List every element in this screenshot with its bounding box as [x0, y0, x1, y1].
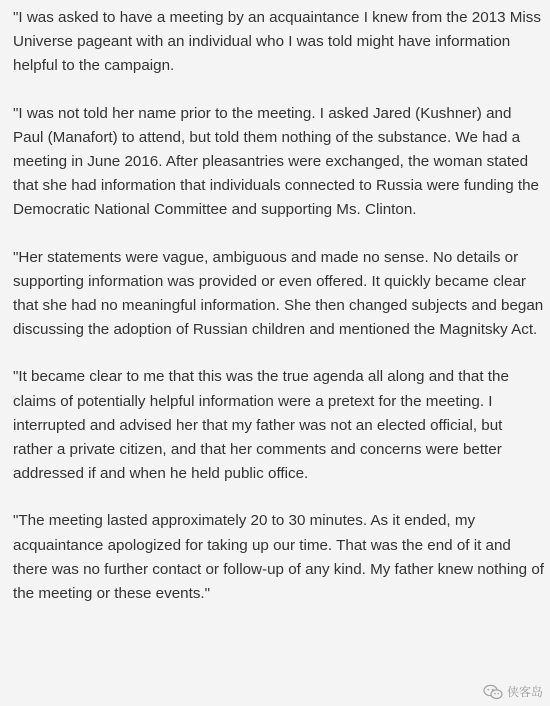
paragraph-4: "It became clear to me that this was the true agenda all along and that the claims of potentially helpful information were a pretext for the meeting. I interrupted and advised her that my father was not an elected official, but rather a private citizen, and that her comments and concerns were better addressed if and when he held public office.: [13, 368, 509, 483]
paragraph-5: "The meeting lasted approximately 20 to 30 minutes. As it ended, my acquaintance apologized for taking up our time. That was the end of it and there was no further contact or follow-up of any kind. My father knew nothing of the meeting or these events.": [13, 512, 544, 603]
paragraph-2: "I was not told her name prior to the meeting. I asked Jared (Kushner) and Paul (Manafort) to attend, but told them nothing of the substance. We had a meeting in June 2016. After pleasantries were exchanged, the woman stated that she had information that individuals connected to Russia were funding the Democratic National Committee and supporting Ms. Clinton.: [13, 104, 539, 219]
statement-text: [13, 6, 545, 629]
paragraph-3: "Her statements were vague, ambiguous and made no sense. No details or supporting information was provided or even offered. It quickly became clear that she had no meaningful information. She then changed subjects and began discussing the adoption of Russian children and mentioned the Magnitsky Act.: [13, 248, 544, 339]
watermark-label: 侠客岛: [506, 685, 543, 699]
paragraph-1: "I was asked to have a meeting by an acquaintance I knew from the 2013 Miss Universe pageant with an individual who I was told might have information helpful to the campaign.: [13, 9, 541, 75]
chat-bubbles-icon: [483, 684, 503, 700]
watermark: [483, 683, 543, 700]
